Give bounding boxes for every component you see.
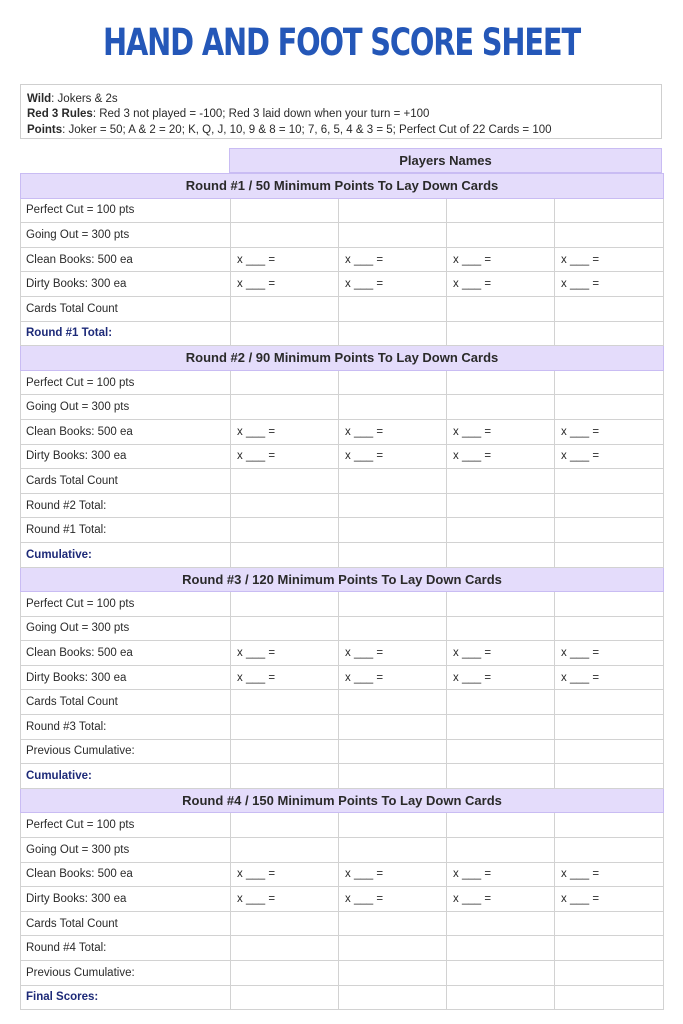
row-label: Going Out = 300 pts bbox=[21, 395, 231, 420]
table-row bbox=[21, 739, 664, 764]
player-1-score-cell[interactable] bbox=[231, 223, 339, 248]
wild-rule bbox=[27, 92, 655, 107]
player-3-score-cell[interactable] bbox=[447, 592, 555, 617]
player-4-score-cell[interactable] bbox=[555, 862, 664, 887]
multiplier-text: x ___ = bbox=[237, 671, 276, 684]
multiplier-text: x ___ = bbox=[561, 647, 600, 660]
player-1-score-cell[interactable] bbox=[231, 887, 339, 912]
player-3-score-cell[interactable] bbox=[447, 370, 555, 395]
row-label: Dirty Books: 300 ea bbox=[21, 444, 231, 469]
row-label: Round #3 Total: bbox=[21, 715, 231, 740]
player-4-score-cell[interactable] bbox=[555, 911, 664, 936]
player-3-score-cell[interactable] bbox=[447, 813, 555, 838]
player-2-score-cell[interactable] bbox=[339, 395, 447, 420]
player-3-score-cell[interactable] bbox=[447, 616, 555, 641]
multiplier-text: x ___ = bbox=[345, 278, 384, 291]
multiplier-text: x ___ = bbox=[561, 450, 600, 463]
player-1-score-cell[interactable] bbox=[231, 370, 339, 395]
player-3-score-cell[interactable] bbox=[447, 961, 555, 986]
round-header: Round #4 / 150 Minimum Points To Lay Down Cards bbox=[21, 788, 664, 813]
table-row bbox=[21, 444, 664, 469]
row-label: Cards Total Count bbox=[21, 911, 231, 936]
table-row bbox=[21, 862, 664, 887]
multiplier-text: x ___ = bbox=[345, 893, 384, 906]
player-4-score-cell[interactable] bbox=[555, 542, 664, 567]
player-1-score-cell[interactable] bbox=[231, 641, 339, 666]
score-table bbox=[20, 173, 664, 1010]
player-3-score-cell[interactable] bbox=[447, 444, 555, 469]
player-1-score-cell[interactable] bbox=[231, 936, 339, 961]
player-1-score-cell[interactable] bbox=[231, 395, 339, 420]
player-4-score-cell[interactable] bbox=[555, 198, 664, 223]
player-1-score-cell[interactable] bbox=[231, 813, 339, 838]
player-3-score-cell[interactable] bbox=[447, 838, 555, 863]
player-1-score-cell[interactable] bbox=[231, 715, 339, 740]
table-row bbox=[21, 247, 664, 272]
player-3-score-cell[interactable] bbox=[447, 764, 555, 789]
table-row bbox=[21, 911, 664, 936]
player-2-score-cell[interactable] bbox=[339, 813, 447, 838]
multiplier-text: x ___ = bbox=[453, 893, 492, 906]
player-4-score-cell[interactable] bbox=[555, 641, 664, 666]
player-3-score-cell[interactable] bbox=[447, 641, 555, 666]
player-4-score-cell[interactable] bbox=[555, 715, 664, 740]
player-4-score-cell[interactable] bbox=[555, 936, 664, 961]
table-row bbox=[21, 764, 664, 789]
player-1-score-cell[interactable] bbox=[231, 985, 339, 1010]
multiplier-text: x ___ = bbox=[345, 671, 384, 684]
player-4-score-cell[interactable] bbox=[555, 592, 664, 617]
player-3-score-cell[interactable] bbox=[447, 911, 555, 936]
player-2-score-cell[interactable] bbox=[339, 887, 447, 912]
player-2-score-cell[interactable] bbox=[339, 641, 447, 666]
table-row bbox=[21, 518, 664, 543]
row-label: Cards Total Count bbox=[21, 296, 231, 321]
multiplier-text: x ___ = bbox=[345, 253, 384, 266]
player-3-score-cell[interactable] bbox=[447, 296, 555, 321]
player-1-score-cell[interactable] bbox=[231, 198, 339, 223]
row-label: Round #1 Total: bbox=[21, 321, 231, 346]
multiplier-text: x ___ = bbox=[237, 868, 276, 881]
row-label: Perfect Cut = 100 pts bbox=[21, 592, 231, 617]
players-names-header: Players Names bbox=[229, 148, 662, 173]
player-2-score-cell[interactable] bbox=[339, 198, 447, 223]
row-label: Clean Books: 500 ea bbox=[21, 419, 231, 444]
multiplier-text: x ___ = bbox=[453, 278, 492, 291]
player-2-score-cell[interactable] bbox=[339, 223, 447, 248]
player-1-score-cell[interactable] bbox=[231, 518, 339, 543]
table-row bbox=[21, 985, 664, 1010]
table-row bbox=[21, 641, 664, 666]
row-label: Going Out = 300 pts bbox=[21, 616, 231, 641]
player-4-score-cell[interactable] bbox=[555, 223, 664, 248]
player-1-score-cell[interactable] bbox=[231, 739, 339, 764]
player-1-score-cell[interactable] bbox=[231, 961, 339, 986]
round-header-row bbox=[21, 788, 664, 813]
row-label: Cards Total Count bbox=[21, 469, 231, 494]
table-row bbox=[21, 272, 664, 297]
player-4-score-cell[interactable] bbox=[555, 838, 664, 863]
red3-label: Red 3 Rules bbox=[27, 108, 93, 121]
page-title: HAND AND FOOT SCORE SHEET bbox=[103, 21, 580, 64]
player-2-score-cell[interactable] bbox=[339, 961, 447, 986]
player-1-score-cell[interactable] bbox=[231, 247, 339, 272]
round-header-row bbox=[21, 567, 664, 592]
player-3-score-cell[interactable] bbox=[447, 419, 555, 444]
player-4-score-cell[interactable] bbox=[555, 616, 664, 641]
multiplier-text: x ___ = bbox=[345, 868, 384, 881]
row-label: Cumulative: bbox=[21, 764, 231, 789]
player-2-score-cell[interactable] bbox=[339, 321, 447, 346]
points-label: Points bbox=[27, 123, 63, 136]
player-1-score-cell[interactable] bbox=[231, 862, 339, 887]
player-3-score-cell[interactable] bbox=[447, 887, 555, 912]
row-label: Round #4 Total: bbox=[21, 936, 231, 961]
table-row bbox=[21, 715, 664, 740]
player-4-score-cell[interactable] bbox=[555, 961, 664, 986]
player-1-score-cell[interactable] bbox=[231, 592, 339, 617]
player-4-score-cell[interactable] bbox=[555, 296, 664, 321]
player-3-score-cell[interactable] bbox=[447, 395, 555, 420]
player-2-score-cell[interactable] bbox=[339, 542, 447, 567]
player-3-score-cell[interactable] bbox=[447, 690, 555, 715]
player-4-score-cell[interactable] bbox=[555, 444, 664, 469]
player-4-score-cell[interactable] bbox=[555, 469, 664, 494]
player-1-score-cell[interactable] bbox=[231, 542, 339, 567]
rules-box bbox=[20, 84, 662, 139]
multiplier-text: x ___ = bbox=[237, 425, 276, 438]
player-3-score-cell[interactable] bbox=[447, 985, 555, 1010]
player-2-score-cell[interactable] bbox=[339, 469, 447, 494]
player-1-score-cell[interactable] bbox=[231, 616, 339, 641]
table-row bbox=[21, 616, 664, 641]
multiplier-text: x ___ = bbox=[345, 425, 384, 438]
player-3-score-cell[interactable] bbox=[447, 518, 555, 543]
table-row bbox=[21, 665, 664, 690]
table-row bbox=[21, 592, 664, 617]
round-header: Round #2 / 90 Minimum Points To Lay Down Cards bbox=[21, 346, 664, 371]
player-3-score-cell[interactable] bbox=[447, 739, 555, 764]
player-4-score-cell[interactable] bbox=[555, 321, 664, 346]
player-4-score-cell[interactable] bbox=[555, 247, 664, 272]
table-row bbox=[21, 936, 664, 961]
multiplier-text: x ___ = bbox=[453, 671, 492, 684]
table-row bbox=[21, 961, 664, 986]
table-row bbox=[21, 813, 664, 838]
player-2-score-cell[interactable] bbox=[339, 690, 447, 715]
row-label: Round #1 Total: bbox=[21, 518, 231, 543]
player-2-score-cell[interactable] bbox=[339, 444, 447, 469]
player-3-score-cell[interactable] bbox=[447, 469, 555, 494]
multiplier-text: x ___ = bbox=[561, 893, 600, 906]
points-text: : Joker = 50; A & 2 = 20; K, Q, J, 10, 9 & 8 = 10; 7, 6, 5, 4 & 3 = 5; Perfect Cut of 22 Cards = 100 bbox=[62, 123, 552, 136]
multiplier-text: x ___ = bbox=[561, 868, 600, 881]
multiplier-text: x ___ = bbox=[237, 253, 276, 266]
player-3-score-cell[interactable] bbox=[447, 862, 555, 887]
player-1-score-cell[interactable] bbox=[231, 911, 339, 936]
player-2-score-cell[interactable] bbox=[339, 592, 447, 617]
player-2-score-cell[interactable] bbox=[339, 370, 447, 395]
table-row bbox=[21, 198, 664, 223]
player-4-score-cell[interactable] bbox=[555, 493, 664, 518]
row-label: Cumulative: bbox=[21, 542, 231, 567]
player-1-score-cell[interactable] bbox=[231, 690, 339, 715]
player-4-score-cell[interactable] bbox=[555, 690, 664, 715]
player-1-score-cell[interactable] bbox=[231, 419, 339, 444]
row-label: Perfect Cut = 100 pts bbox=[21, 370, 231, 395]
player-3-score-cell[interactable] bbox=[447, 321, 555, 346]
player-3-score-cell[interactable] bbox=[447, 936, 555, 961]
player-2-score-cell[interactable] bbox=[339, 616, 447, 641]
table-row bbox=[21, 370, 664, 395]
table-row bbox=[21, 690, 664, 715]
multiplier-text: x ___ = bbox=[237, 450, 276, 463]
player-4-score-cell[interactable] bbox=[555, 985, 664, 1010]
player-1-score-cell[interactable] bbox=[231, 764, 339, 789]
multiplier-text: x ___ = bbox=[561, 253, 600, 266]
multiplier-text: x ___ = bbox=[453, 647, 492, 660]
player-2-score-cell[interactable] bbox=[339, 911, 447, 936]
player-3-score-cell[interactable] bbox=[447, 715, 555, 740]
player-2-score-cell[interactable] bbox=[339, 247, 447, 272]
multiplier-text: x ___ = bbox=[453, 253, 492, 266]
multiplier-text: x ___ = bbox=[453, 450, 492, 463]
row-label: Clean Books: 500 ea bbox=[21, 247, 231, 272]
row-label: Dirty Books: 300 ea bbox=[21, 665, 231, 690]
multiplier-text: x ___ = bbox=[237, 647, 276, 660]
row-label: Perfect Cut = 100 pts bbox=[21, 813, 231, 838]
player-2-score-cell[interactable] bbox=[339, 272, 447, 297]
player-3-score-cell[interactable] bbox=[447, 223, 555, 248]
table-row bbox=[21, 887, 664, 912]
table-row bbox=[21, 223, 664, 248]
player-1-score-cell[interactable] bbox=[231, 272, 339, 297]
player-4-score-cell[interactable] bbox=[555, 764, 664, 789]
multiplier-text: x ___ = bbox=[561, 278, 600, 291]
table-row bbox=[21, 542, 664, 567]
wild-text: : Jokers & 2s bbox=[51, 93, 118, 105]
table-row bbox=[21, 296, 664, 321]
table-row bbox=[21, 493, 664, 518]
player-3-score-cell[interactable] bbox=[447, 665, 555, 690]
multiplier-text: x ___ = bbox=[237, 278, 276, 291]
player-2-score-cell[interactable] bbox=[339, 838, 447, 863]
row-label: Dirty Books: 300 ea bbox=[21, 272, 231, 297]
player-3-score-cell[interactable] bbox=[447, 542, 555, 567]
round-header-row bbox=[21, 174, 664, 199]
player-4-score-cell[interactable] bbox=[555, 518, 664, 543]
player-4-score-cell[interactable] bbox=[555, 813, 664, 838]
round-header: Round #1 / 50 Minimum Points To Lay Down Cards bbox=[21, 174, 664, 199]
multiplier-text: x ___ = bbox=[345, 647, 384, 660]
row-label: Previous Cumulative: bbox=[21, 961, 231, 986]
player-1-score-cell[interactable] bbox=[231, 444, 339, 469]
round-header: Round #3 / 120 Minimum Points To Lay Down Cards bbox=[21, 567, 664, 592]
player-4-score-cell[interactable] bbox=[555, 395, 664, 420]
player-1-score-cell[interactable] bbox=[231, 665, 339, 690]
table-row bbox=[21, 395, 664, 420]
player-4-score-cell[interactable] bbox=[555, 419, 664, 444]
multiplier-text: x ___ = bbox=[561, 671, 600, 684]
row-label: Final Scores: bbox=[21, 985, 231, 1010]
player-3-score-cell[interactable] bbox=[447, 198, 555, 223]
player-4-score-cell[interactable] bbox=[555, 665, 664, 690]
row-label: Dirty Books: 300 ea bbox=[21, 887, 231, 912]
player-1-score-cell[interactable] bbox=[231, 493, 339, 518]
multiplier-text: x ___ = bbox=[453, 425, 492, 438]
multiplier-text: x ___ = bbox=[237, 893, 276, 906]
player-1-score-cell[interactable] bbox=[231, 296, 339, 321]
player-4-score-cell[interactable] bbox=[555, 272, 664, 297]
table-row bbox=[21, 838, 664, 863]
red3-text: : Red 3 not played = -100; Red 3 laid down when your turn = +100 bbox=[92, 108, 430, 121]
player-1-score-cell[interactable] bbox=[231, 321, 339, 346]
table-row bbox=[21, 419, 664, 444]
player-2-score-cell[interactable] bbox=[339, 665, 447, 690]
multiplier-text: x ___ = bbox=[345, 450, 384, 463]
player-3-score-cell[interactable] bbox=[447, 272, 555, 297]
player-1-score-cell[interactable] bbox=[231, 838, 339, 863]
row-label: Going Out = 300 pts bbox=[21, 838, 231, 863]
player-2-score-cell[interactable] bbox=[339, 493, 447, 518]
player-2-score-cell[interactable] bbox=[339, 419, 447, 444]
player-2-score-cell[interactable] bbox=[339, 936, 447, 961]
player-1-score-cell[interactable] bbox=[231, 469, 339, 494]
row-label: Going Out = 300 pts bbox=[21, 223, 231, 248]
player-2-score-cell[interactable] bbox=[339, 296, 447, 321]
row-label: Clean Books: 500 ea bbox=[21, 862, 231, 887]
wild-label: Wild bbox=[27, 93, 52, 105]
player-2-score-cell[interactable] bbox=[339, 764, 447, 789]
row-label: Previous Cumulative: bbox=[21, 739, 231, 764]
round-header-row bbox=[21, 346, 664, 371]
multiplier-text: x ___ = bbox=[453, 868, 492, 881]
player-4-score-cell[interactable] bbox=[555, 370, 664, 395]
player-4-score-cell[interactable] bbox=[555, 887, 664, 912]
multiplier-text: x ___ = bbox=[561, 425, 600, 438]
player-4-score-cell[interactable] bbox=[555, 739, 664, 764]
points-rule bbox=[27, 123, 655, 138]
player-3-score-cell[interactable] bbox=[447, 493, 555, 518]
player-3-score-cell[interactable] bbox=[447, 247, 555, 272]
row-label: Round #2 Total: bbox=[21, 493, 231, 518]
red3-rule bbox=[27, 107, 655, 122]
table-row bbox=[21, 321, 664, 346]
player-2-score-cell[interactable] bbox=[339, 518, 447, 543]
player-2-score-cell[interactable] bbox=[339, 985, 447, 1010]
player-2-score-cell[interactable] bbox=[339, 739, 447, 764]
player-2-score-cell[interactable] bbox=[339, 862, 447, 887]
row-label: Clean Books: 500 ea bbox=[21, 641, 231, 666]
player-2-score-cell[interactable] bbox=[339, 715, 447, 740]
row-label: Cards Total Count bbox=[21, 690, 231, 715]
row-label: Perfect Cut = 100 pts bbox=[21, 198, 231, 223]
table-row bbox=[21, 469, 664, 494]
